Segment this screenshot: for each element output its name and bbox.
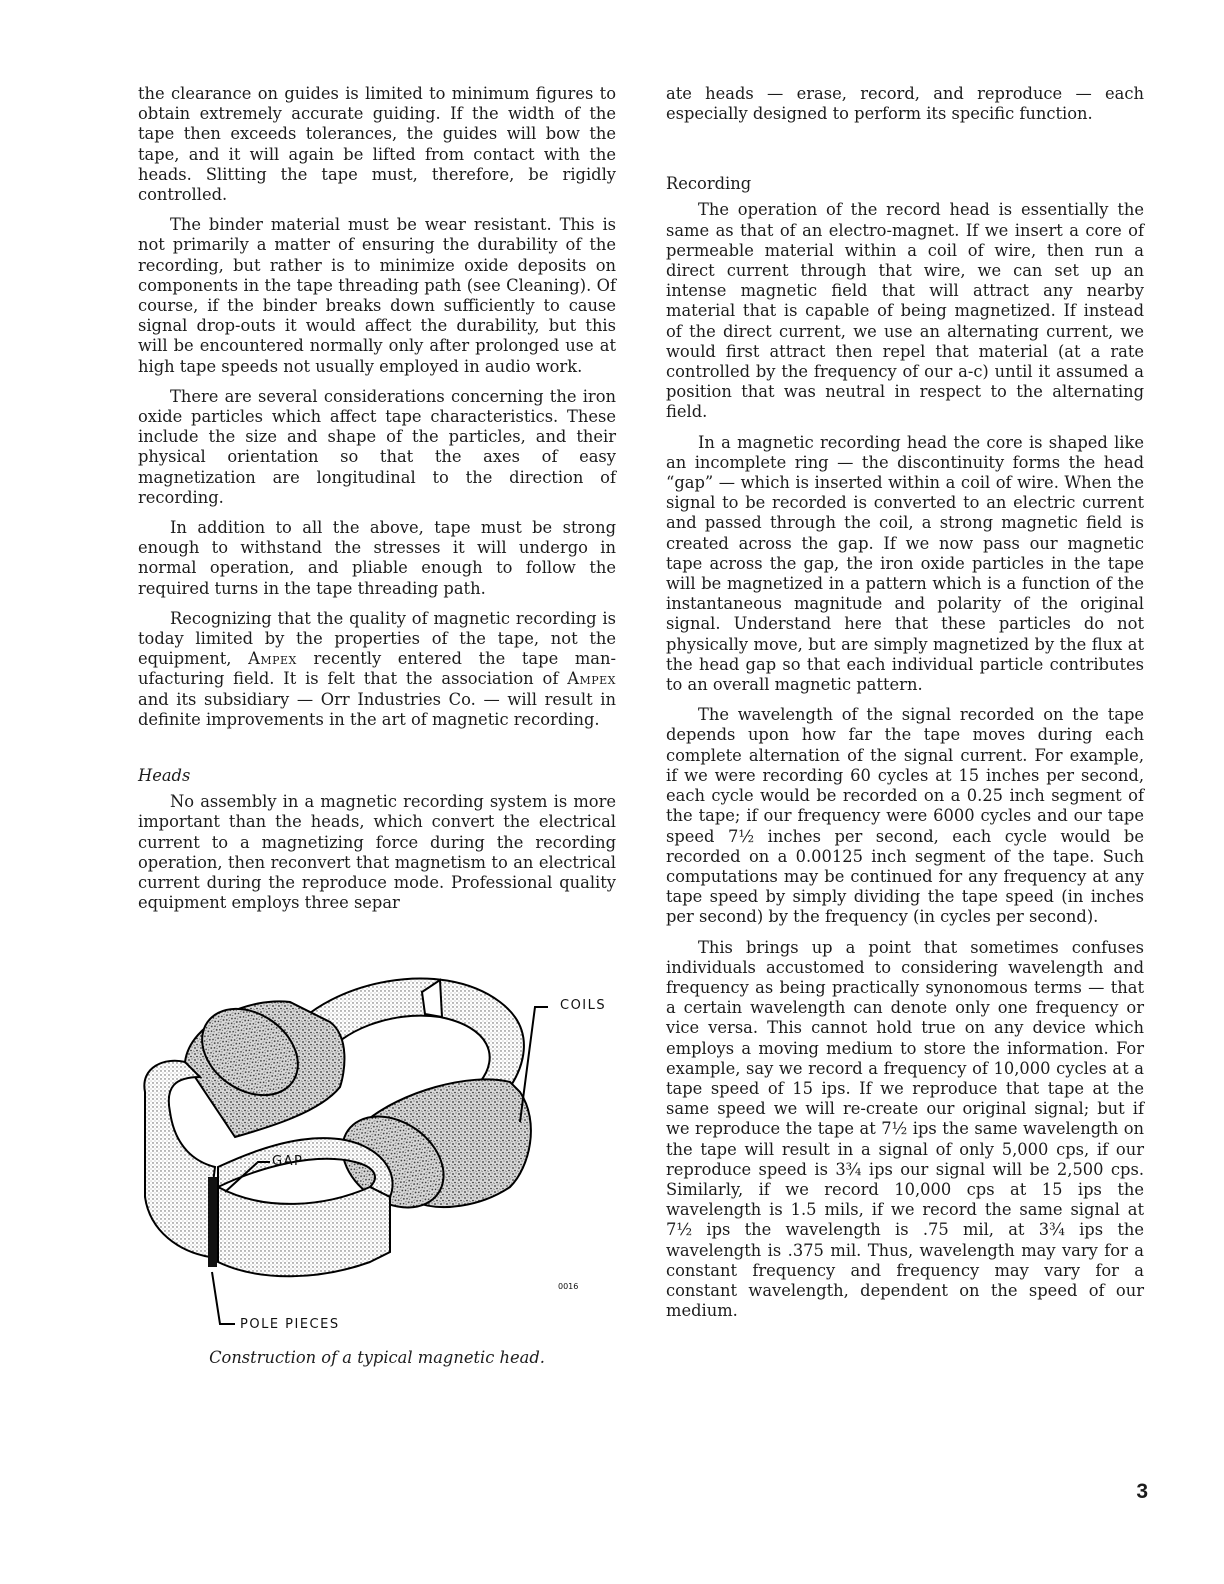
paragraph: the clearance on guides is limited to minimum figures to obtain extremely accurate guiding. If the width of the tape then exceeds tolerances, the guides will bow the tape, and it will again be lifted from contact with the heads. Slitting the tape must, therefore, be rigidly controlled. xyxy=(138,84,616,205)
left-column xyxy=(138,84,616,913)
page-number: 3 xyxy=(1136,1480,1148,1503)
paragraph: There are several considerations concerning the iron oxide particles which affect tape characteristics. These include the size and shape of the particles, and their physical orientation so that the axes of easy magnetization are longitudinal to the direction of recording. xyxy=(138,386,616,507)
brand-ampex: Ampex xyxy=(567,669,616,689)
paragraph: No assembly in a magnetic recording system is more important than the heads, which convert the electrical current to a magnetizing force during the recording operation, then reconvert that magnetism to an electrical current during the reproduce mode. Professional quality equipment employs three separ xyxy=(138,792,616,913)
head-gap xyxy=(208,1177,217,1267)
section-heading-heads: Heads xyxy=(138,766,191,786)
magnetic-head-figure xyxy=(140,962,620,1342)
paragraph: The operation of the record head is essentially the same as that of an electro-magnet. If we insert a core of permeable material within a coil of wire, then run a direct current through that wire, we can set up an intense magnetic field that will attract any nearby material that is capable of being magnetized. If instead of the direct current, we use an alternating current, we would first attract then repel that material (at a rate controlled by the frequency of our a-c) until it assumed a position that was neutral in respect to the alternating field. xyxy=(666,200,1144,422)
figure-caption: Construction of a typical magnetic head. xyxy=(209,1348,545,1367)
label-coils: COILS xyxy=(560,998,607,1013)
paragraph: In addition to all the above, tape must be strong enough to withstand the stresses it will undergo in normal operation, and pliable enough to follow the required turns in the tape threading path. xyxy=(138,518,616,598)
section-heading-recording: Recording xyxy=(666,174,752,194)
right-column xyxy=(666,84,1144,1331)
figure-code: 0016 xyxy=(558,1282,579,1291)
paragraph: In a magnetic recording head the core is shaped like an incomplete ring — the discontinuity forms the head “gap” — which is inserted within a coil of wire. When the signal to be recorded is converted to an electric current and passed through the coil, a strong magnetic field is created across the gap. If we now pass our magnetic tape across the gap, the iron oxide particles in the tape will be magnetized in a pattern which is a function of the instantaneous magnitude and polarity of the original signal. Understand here that these particles do not physically move, but are simply magnetized by the flux at the head gap so that each individual particle contributes to an overall magnetic pattern. xyxy=(666,432,1144,695)
paragraph: ate heads — erase, record, and reproduce — each especially designed to perform its specific function. xyxy=(666,84,1144,124)
magnetic-head-illustration xyxy=(140,962,620,1342)
paragraph: This brings up a point that sometimes confuses individuals accustomed to considering wavelength and frequency as being practically synonomous terms — that a certain wavelength can denote only one frequency or vice versa. This cannot hold true on any device which employs a moving medium to store the information. For example, say we record a frequency of 10,000 cycles at a tape speed of 15 ips. If we reproduce that tape at the same speed we will re-create our original signal; but if we reproduce the tape at 7½ ips the same wavelength on the tape will result in a signal of only 5,000 cps, if our reproduce speed is 3¾ ips our signal will be 2,500 cps. Similarly, if we record 10,000 cps at 15 ips the wavelength is 1.5 mils, if we record the same signal at 7½ ips the wavelength is .75 mil, at 3¾ ips the wavelength is .375 mil. Thus, wavelength may vary for a constant frequency and frequency may vary for a constant wavelength, dependent on the speed of our medium. xyxy=(666,937,1144,1321)
paragraph: The wavelength of the signal recorded on the tape depends upon how far the tape moves during each complete alternation of the signal current. For example, if we were recording 60 cycles at 15 inches per second, each cycle would be recorded on a 0.25 inch segment of the tape; if our frequency were 6000 cycles and our tape speed 7½ inches per second, each cycle would be recorded on a 0.00125 inch segment of the tape. Such computations may be continued for any frequency at any tape speed by simply dividing the tape speed (in inches per second) by the frequency (in cycles per second). xyxy=(666,705,1144,927)
paragraph: The binder material must be wear resistant. This is not primarily a matter of ensuring the durability of the recording, but rather is to minimize oxide deposits on components in the tape threading path (see Cleaning). Of course, if the binder breaks down sufficiently to cause signal drop-outs it would affect the durability, but this will be encountered normally only after prolonged use at high tape speeds not usually employed in audio work. xyxy=(138,215,616,376)
ampex-paragraph: Recognizing that the quality of magnetic recording is today limited by the properties of the tape, not the equipment, Ampex recently entered the tape manufacturing field. It is felt that the association of Ampex and its subsidiary — Orr Industries Co. — will result in definite improvements in the art of magnetic recording. xyxy=(138,608,616,729)
brand-ampex: Ampex xyxy=(248,649,297,669)
label-pole-pieces: POLE PIECES xyxy=(240,1317,340,1332)
label-gap: GAP xyxy=(272,1154,304,1169)
